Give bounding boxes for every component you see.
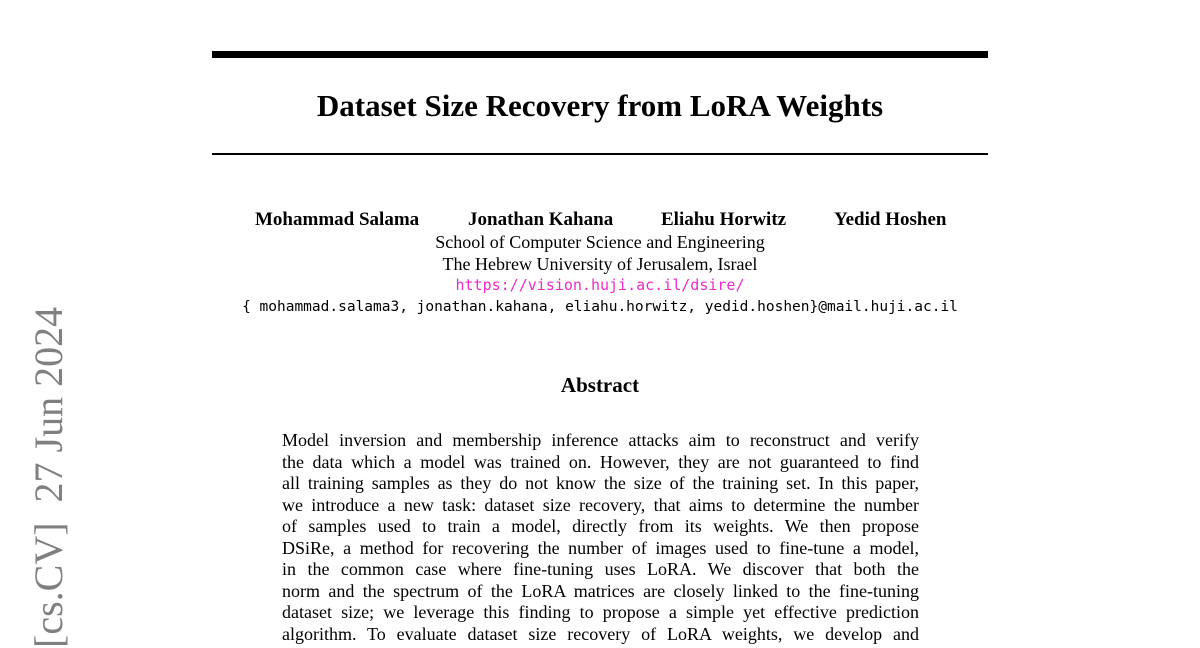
author-emails: { mohammad.salama3, jonathan.kahana, eliahu.horwitz, yedid.hoshen}@mail.huji.ac.il [242,299,958,315]
top-rule [212,51,988,58]
abstract-body [282,430,919,645]
author-list [212,208,988,232]
paper-title: Dataset Size Recovery from LoRA Weights [316,88,884,123]
affiliation-line: School of Computer Science and Engineering [435,232,765,252]
title-rule [212,153,988,155]
project-url-link[interactable]: https://vision.huji.ac.il/dsire/ [455,276,745,294]
abstract-line: we introduce a new task: dataset size recovery, that aims to determine the number [282,494,919,515]
abstract-line: algorithm. To evaluate dataset size recovery of LoRA weights, we develop and [282,623,919,644]
abstract-line: the data which a model was trained on. However, they are not guaranteed to find [282,451,919,472]
author-name: Eliahu Horwitz [661,209,787,230]
author-name: Jonathan Kahana [468,209,614,230]
abstract-line: Model inversion and membership inference attacks aim to reconstruct and verify [282,430,919,450]
author-name: Yedid Hoshen [834,209,947,230]
abstract-line: dataset size; we leverage this finding to propose a simple yet effective prediction [282,602,919,622]
arxiv-date: 27 Jun 2024 [26,306,71,503]
abstract-line: DSiRe, a method for recovering the number of images used to fine-tune a model, [282,537,919,558]
abstract-line: norm and the spectrum of the LoRA matrices are closely linked to the fine-tuning [282,580,919,601]
abstract-line: of samples used to train a model, directly from its weights. We then propose [282,516,919,536]
abstract-heading: Abstract [560,373,640,397]
arxiv-category: [cs.CV] [26,522,71,648]
arxiv-stamp [27,308,71,648]
affiliation-line: The Hebrew University of Jerusalem, Israel [442,254,758,274]
abstract-line: all training samples as they do not know the size of the training set. In this paper, [282,473,919,493]
abstract-line: in the common case where fine-tuning uses LoRA. We discover that both the [282,559,919,579]
author-name: Mohammad Salama [255,209,420,230]
